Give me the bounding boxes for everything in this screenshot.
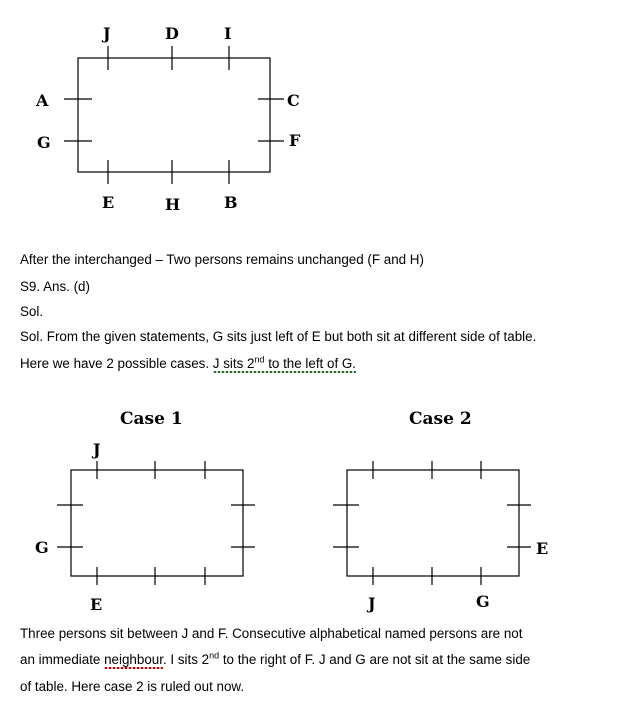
paragraph-line: Sol. From the given statements, G sits just left of E but both sit at different side of table. xyxy=(20,329,537,344)
sol-heading: Sol. xyxy=(20,304,44,319)
case1-label-G: G xyxy=(35,538,49,557)
paragraph-line: of table. Here case 2 is ruled out now. xyxy=(20,679,245,694)
case2-label-E: E xyxy=(536,539,549,558)
case2-label-J: J xyxy=(368,594,376,613)
superscript: nd xyxy=(254,354,265,365)
case2-title: Case 2 xyxy=(409,409,472,429)
text-span: to the left of G. xyxy=(264,356,357,371)
paragraph-line xyxy=(20,356,356,371)
text-span: Here we have 2 possible cases. xyxy=(20,356,213,371)
grammar-underlined-text xyxy=(213,356,356,373)
label-C: C xyxy=(287,91,300,110)
label-G: G xyxy=(37,133,51,152)
case1-title: Case 1 xyxy=(120,409,183,429)
label-H: H xyxy=(165,195,181,214)
spelling-underlined-word: neighbour xyxy=(104,652,163,667)
case1-label-J: J xyxy=(93,440,101,459)
label-B: B xyxy=(224,193,238,212)
case1-label-E: E xyxy=(90,595,103,614)
paragraph-line: Three persons sit between J and F. Consecutive alphabetical named persons are not xyxy=(20,626,523,641)
case2-label-G: G xyxy=(476,592,490,611)
label-E: E xyxy=(102,193,115,212)
top-table-diagram xyxy=(64,46,284,184)
superscript: nd xyxy=(209,650,220,661)
case1-table xyxy=(71,470,243,576)
text-span: an immediate xyxy=(20,652,105,667)
paragraph-line: After the interchanged – Two persons remains unchanged (F and H) xyxy=(20,252,424,267)
label-I: I xyxy=(224,24,232,43)
label-J: J xyxy=(103,24,111,43)
label-D: D xyxy=(165,24,179,43)
text-span: to the right of F. J and G are not sit at the same side xyxy=(219,652,531,667)
paragraph-line xyxy=(20,652,530,667)
text-span: J sits 2 xyxy=(212,356,255,371)
label-F: F xyxy=(289,131,301,150)
top-table xyxy=(78,58,270,172)
label-A: A xyxy=(36,91,49,110)
answer-line: S9. Ans. (d) xyxy=(20,279,90,294)
case1-table-diagram xyxy=(57,461,255,585)
case2-table-diagram xyxy=(333,461,531,585)
text-span: . I sits 2 xyxy=(162,652,210,667)
case2-table xyxy=(347,470,519,576)
